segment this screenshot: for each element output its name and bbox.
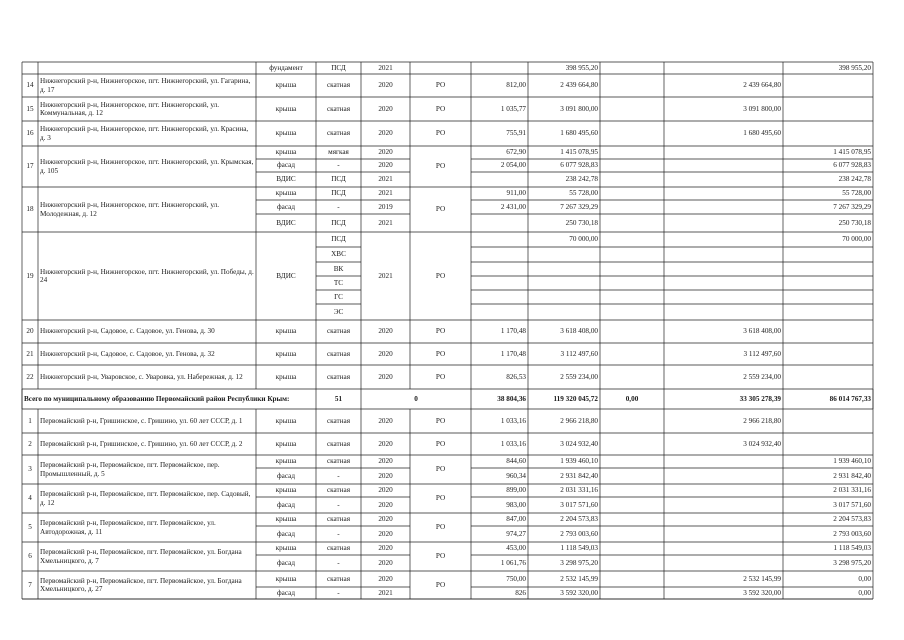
work-element-cell: фундамент [269,63,303,72]
cost-col3-cell: 238 242,78 [838,175,871,184]
summary-col1: 0,00 [625,394,639,403]
cost-col3-cell [785,365,871,389]
cost-col2-cell [666,187,781,200]
cost-col1-cell [602,468,662,484]
work-element-cell: фасад [277,500,295,509]
summary-col2: 33 305 278,39 [739,394,781,403]
work-type-cell: скатная [326,327,351,336]
area-cell: 1 033,16 [500,416,526,425]
cost-col2-cell [666,200,781,214]
work-element-cell: крыша [275,457,297,466]
row-number: 4 [28,494,32,503]
work-type-cell: - [337,500,340,509]
area-cell: 983,00 [506,500,526,509]
contractor-cell: РО [435,104,446,113]
area-cell: 847,00 [506,515,526,524]
cost-col2-cell [666,455,781,468]
cost-col3-cell: 0,00 [858,588,871,597]
work-type-cell: ХВС [331,250,346,259]
area-cell: 755,91 [506,129,526,138]
total-cost-cell: 3 298 975,20 [560,558,598,567]
work-element-cell: ВДИС [276,271,296,280]
row-number: 2 [28,439,32,448]
contractor-cell: РО [435,271,446,280]
year-cell: 2020 [378,558,393,567]
address-cell: Нижнегорский р-н, Нижнегорское, пгт. Нижнегорский, ул. Крымская, д. 105 [40,158,254,175]
cost-col3-cell: 2 204 573,83 [833,515,871,524]
cost-col1-cell [602,187,662,200]
cost-col1-cell [602,497,662,513]
work-type-cell: - [337,588,340,597]
work-element-cell: крыша [275,544,297,553]
total-cost-cell: 3 112 497,60 [560,349,598,358]
year-cell: 2020 [378,148,393,157]
address-cell: Первомайский р-н, Первомайское, пгт. Первомайское, пер. Садовый, д. 12 [40,490,251,507]
area-cell: 453,00 [506,544,526,553]
cost-col2-cell: 2 966 218,80 [743,416,781,425]
area-cell: 672,90 [506,148,526,157]
cost-col3-cell: 2 031 331,16 [833,486,871,495]
work-element-cell: крыша [275,486,297,495]
row-number: 18 [26,205,34,214]
total-cost-cell: 1 939 460,10 [560,457,598,466]
work-type-cell: скатная [326,574,351,583]
cost-col1-cell [602,146,662,159]
year-cell: 2020 [378,471,393,480]
cost-col1-cell [602,365,662,389]
work-element-cell: крыша [275,416,297,425]
work-element-cell: фасад [277,529,295,538]
cost-col1-cell [602,343,662,365]
work-type-cell: ЭС [333,307,344,316]
total-cost-cell: 55 728,00 [569,189,598,198]
row-number: 20 [26,327,34,336]
cost-col3-cell: 3 017 571,60 [833,500,871,509]
work-element-cell: крыша [275,129,297,138]
row-number: 19 [26,271,34,280]
row-number: 22 [26,372,34,381]
address-cell: Нижнегорский р-н, Садовое, с. Садовое, ул. Генова, д. 32 [40,349,215,358]
contractor-cell: РО [435,580,446,589]
year-cell: 2020 [378,81,393,90]
work-element-cell: крыша [275,439,297,448]
year-cell: 2020 [378,327,393,336]
cost-col3-cell [785,343,871,365]
contractor-cell: РО [435,349,446,358]
work-type-cell: - [337,202,340,211]
work-type-cell: - [337,161,340,170]
contractor-cell: РО [435,494,446,503]
cost-col2-cell [666,468,781,484]
contractor-cell: РО [435,465,446,474]
work-type-cell: скатная [326,349,351,358]
total-cost-cell: 398 955,20 [565,63,598,72]
total-cost-cell: 6 077 928,83 [560,161,598,170]
work-type-cell: ПСД [331,175,346,184]
contractor-cell: РО [435,552,446,561]
year-cell: 2020 [378,129,393,138]
area-cell: 974,27 [506,529,526,538]
cost-col1-cell [602,62,662,74]
work-element-cell: крыша [275,515,297,524]
row-number: 7 [28,580,32,589]
cost-col3-cell: 1 118 549,03 [833,544,871,553]
year-cell: 2020 [378,515,393,524]
total-cost-cell: 2 966 218,80 [560,416,598,425]
cost-col3-cell [785,97,871,121]
year-cell: 2021 [378,63,393,72]
area-cell: 911,00 [506,189,526,198]
total-cost-cell: 250 730,18 [565,218,598,227]
cost-col1-cell [602,74,662,97]
address-cell: Нижнегорский р-н, Нижнегорское, пгт. Нижнегорский, ул. Красина, д. 3 [40,125,249,142]
summary-count: 51 [334,394,343,403]
year-cell: 2020 [378,104,393,113]
cost-col3-cell: 250 730,18 [838,218,871,227]
address-cell: Первомайский р-н, Гришинское, с. Гришино, ул. 60 лет СССР, д. 1 [40,416,243,425]
cost-col2-cell [666,513,781,526]
year-cell: 2021 [378,175,393,184]
total-cost-cell: 2 031 331,16 [560,486,598,495]
area-cell: 812,00 [506,81,526,90]
summary-col3: 86 014 767,33 [829,394,871,403]
cost-col3-cell: 0,00 [858,574,871,583]
address-cell: Первомайский р-н, Первомайское, пгт. Первомайское, ул. Богдана Хмельницкого, д. 27 [40,576,242,593]
cost-col2-cell [666,214,781,232]
row-number: 5 [28,523,32,532]
row-number: 6 [28,552,32,561]
summary-label: Всего по муниципальному образованию Первомайский район Республики Крым: [24,394,290,403]
cost-col1-cell [602,320,662,343]
work-type-cell: ТС [333,278,344,287]
cost-col2-cell [666,146,781,159]
address-cell: Нижнегорский р-н, Уваровское, с. Уваровка, ул. Набережная, д. 12 [40,372,243,381]
area-cell: 844,60 [506,457,526,466]
total-cost-cell: 3 017 571,60 [560,500,598,509]
year-cell: 2020 [378,457,393,466]
cost-col1-cell [602,526,662,542]
area-cell [473,62,526,74]
cost-col1-cell [602,542,662,555]
cost-col3-cell [785,74,871,97]
cost-col2-cell [666,542,781,555]
work-type-cell: скатная [326,416,351,425]
work-type-cell: - [337,471,340,480]
cost-col2-cell [666,62,781,74]
cost-col1-cell [602,172,662,187]
cost-col3-cell: 398 955,20 [838,63,871,72]
work-element-cell: ВДИС [276,175,296,184]
cost-col2-cell [666,526,781,542]
address-cell: Нижнегорский р-н, Нижнегорское, пгт. Нижнегорский, ул. Молодежная, д. 12 [40,201,219,218]
contractor-cell [412,62,469,74]
cost-col1-cell [602,97,662,121]
cost-col1-cell [602,555,662,571]
total-cost-cell: 3 024 932,40 [560,439,598,448]
area-cell: 899,00 [506,486,526,495]
contractor-cell: РО [435,81,446,90]
address-cell: Первомайский р-н, Первомайское, пгт. Первомайское, ул. Автодорожная, д. 11 [40,519,216,536]
total-cost-cell: 2 204 573,83 [560,515,598,524]
work-element-cell: фасад [277,558,295,567]
work-type-cell: ПСД [331,189,346,198]
row-number: 3 [28,465,32,474]
address-cell: Нижнегорский р-н, Нижнегорское, пгт. Нижнегорский, ул. Гагарина, д. 17 [40,77,251,94]
work-type-cell: мягкая [328,148,349,157]
cost-col3-cell: 6 077 928,83 [833,161,871,170]
work-type-cell: скатная [326,515,351,524]
row-number: 15 [26,104,34,113]
row-number: 21 [26,349,34,358]
work-type-cell: ПСД [331,218,346,227]
work-type-cell: - [337,529,340,538]
cost-col2-cell [666,497,781,513]
cost-col3-cell: 1 939 460,10 [833,457,871,466]
address-cell: Нижнегорский р-н, Нижнегорское, пгт. Нижнегорский, ул. Победы, д. 24 [40,267,254,284]
year-cell: 2020 [378,349,393,358]
work-type-cell: скатная [326,129,351,138]
work-element-cell: крыша [275,327,297,336]
area-cell: 1 033,16 [500,439,526,448]
summary-count-zero: 0 [414,394,418,403]
total-cost-cell: 2 793 003,60 [560,529,598,538]
cost-col2-cell: 3 112 497,60 [743,349,781,358]
cost-col3-cell: 2 793 003,60 [833,529,871,538]
year-cell: 2021 [378,218,393,227]
year-cell: 2020 [378,486,393,495]
row-number: 14 [26,81,34,90]
cost-col3-cell: 2 931 842,40 [833,471,871,480]
work-element-cell: фасад [277,161,295,170]
work-type-cell: скатная [326,81,351,90]
total-cost-cell: 1 680 495,60 [560,129,598,138]
work-type-cell: скатная [326,544,351,553]
cost-col2-cell: 3 592 320,00 [743,588,781,597]
area-cell [473,214,526,232]
year-cell: 2019 [378,202,393,211]
work-type-cell: ПСД [331,235,346,244]
work-element-cell: крыша [275,189,297,198]
contractor-cell: РО [435,372,446,381]
cost-col1-cell [602,484,662,497]
cost-col1-cell [602,409,662,433]
total-cost-cell: 2 931 842,40 [560,471,598,480]
address-cell [40,62,254,74]
summary-area: 38 804,36 [497,394,526,403]
cost-col2-cell [666,484,781,497]
cost-col1-cell [602,587,662,599]
cost-col3-cell: 7 267 329,29 [833,202,871,211]
year-cell: 2021 [378,271,393,280]
area-cell: 826,53 [506,372,526,381]
work-element-cell: фасад [277,588,295,597]
contractor-cell: РО [435,416,446,425]
contractor-cell: РО [435,523,446,532]
cost-col2-cell [666,172,781,187]
work-element-cell: крыша [275,148,297,157]
year-cell: 2020 [378,544,393,553]
cost-col3-cell [785,320,871,343]
address-cell: Первомайский р-н, Гришинское, с. Гришино, ул. 60 лет СССР, д. 2 [40,439,243,448]
year-cell: 2020 [378,500,393,509]
year-cell: 2020 [378,161,393,170]
total-cost-cell: 2 559 234,00 [560,372,598,381]
work-element-cell: крыша [275,104,297,113]
total-cost-cell: 7 267 329,29 [560,202,598,211]
area-cell: 960,34 [506,471,526,480]
work-element-cell: крыша [275,349,297,358]
cost-col2-cell: 3 091 800,00 [743,104,781,113]
cost-col1-cell [602,513,662,526]
year-cell: 2020 [378,416,393,425]
area-cell: 2 431,00 [500,202,526,211]
contractor-cell: РО [435,327,446,336]
cost-col2-cell [666,555,781,571]
work-type-cell: скатная [326,486,351,495]
area-cell: 1 170,48 [500,327,526,336]
work-type-cell: ПСД [331,63,346,72]
total-cost-cell: 1 118 549,03 [560,544,598,553]
year-cell: 2020 [378,574,393,583]
year-cell: 2021 [378,588,393,597]
cost-col1-cell [602,214,662,232]
cost-col2-cell: 2 532 145,99 [743,574,781,583]
address-cell: Первомайский р-н, Первомайское, пгт. Первомайское, пер. Промышленный, д. 5 [40,461,220,478]
total-cost-cell: 3 091 800,00 [560,104,598,113]
row-number [24,62,36,74]
area-cell: 1 035,77 [500,104,526,113]
work-type-cell: скатная [326,104,351,113]
area-cell: 750,00 [506,574,526,583]
total-cost-cell: 2 439 664,80 [560,81,598,90]
contractor-cell: РО [435,205,446,214]
cost-col2-cell: 1 680 495,60 [743,129,781,138]
cost-col1-cell [602,433,662,455]
work-type-cell: ГС [334,292,343,301]
work-type-cell: скатная [326,457,351,466]
address-cell: Нижнегорский р-н, Садовое, с. Садовое, ул. Генова, д. 30 [40,327,215,336]
summary-total: 119 320 045,72 [553,394,598,403]
cost-col3-cell [785,121,871,146]
work-element-cell: фасад [277,202,295,211]
cost-col1-cell [602,200,662,214]
work-element-cell: крыша [275,574,297,583]
total-cost-cell: 1 415 078,95 [560,148,598,157]
work-type-cell: скатная [326,439,351,448]
total-cost-cell: 3 618 408,00 [560,327,598,336]
cost-col2-cell: 3 618 408,00 [743,327,781,336]
work-type-cell: скатная [326,372,351,381]
area-cell: 1 170,48 [500,349,526,358]
area-cell: 1 061,76 [500,558,526,567]
cost-col1-cell [602,571,662,587]
area-cell: 826 [515,588,526,597]
area-cell [473,172,526,187]
cost-col2-cell: 3 024 932,40 [743,439,781,448]
total-cost-cell: 238 242,78 [565,175,598,184]
work-element-cell: крыша [275,81,297,90]
cost-col2-cell: 2 439 664,80 [743,81,781,90]
contractor-cell: РО [435,439,446,448]
year-cell: 2021 [378,189,393,198]
year-cell: 2020 [378,372,393,381]
work-type-cell: - [337,558,340,567]
work-element-cell: фасад [277,471,295,480]
row-number: 1 [28,416,32,425]
fund-cost-cell: 70 000,00 [842,235,871,244]
area-cell: 2 054,00 [500,161,526,170]
cost-col1-cell [602,159,662,172]
contractor-cell: РО [435,162,446,171]
work-element-cell: ВДИС [276,218,296,227]
cost-col1-cell [602,455,662,468]
total-cost-cell: 3 592 320,00 [560,588,598,597]
work-element-cell: крыша [275,372,297,381]
cost-col3-cell: 55 728,00 [842,189,871,198]
cost-col2-cell [666,159,781,172]
address-cell: Нижнегорский р-н, Нижнегорское, пгт. Нижнегорский, ул. Коммунальная, д. 12 [40,100,219,117]
cost-col3-cell [785,433,871,455]
address-cell: Первомайский р-н, Первомайское, пгт. Первомайское, ул. Богдана Хмельницкого, д. 7 [40,548,242,565]
cost-col3-cell [785,409,871,433]
work-type-cell: ВК [333,264,344,273]
cost-col3-cell: 3 298 975,20 [833,558,871,567]
cost-col1-cell [602,121,662,146]
year-cell: 2020 [378,529,393,538]
row-number: 16 [26,129,34,138]
total-cost-cell: 70 000,00 [569,235,598,244]
year-cell: 2020 [378,439,393,448]
cost-col3-cell: 1 415 078,95 [833,148,871,157]
cost-col2-cell: 2 559 234,00 [743,372,781,381]
total-cost-cell: 2 532 145,99 [560,574,598,583]
row-number: 17 [26,162,34,171]
contractor-cell: РО [435,129,446,138]
